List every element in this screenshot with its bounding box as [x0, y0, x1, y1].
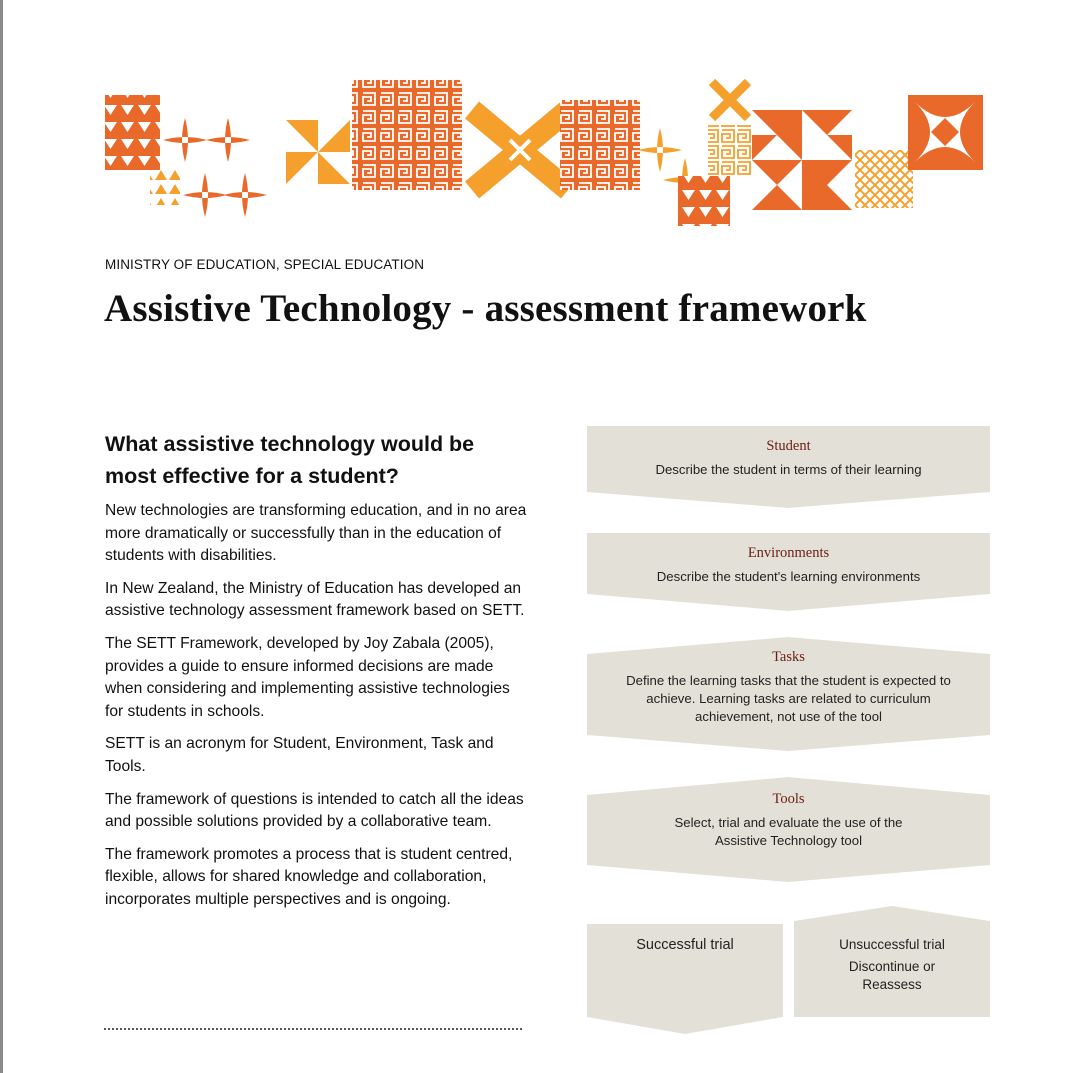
step-description: Define the learning tasks that the student is expected to achieve. Learning tasks are related to curriculum achievement, not use of the tool [626, 673, 951, 724]
step-title: Student [766, 438, 811, 454]
successful-trial-label: Successful trial [636, 937, 734, 953]
intro-paragraph: In New Zealand, the Ministry of Education has developed an assistive technology assessment framework based on SETT. [105, 579, 525, 620]
environments-step [587, 545, 990, 586]
step-description: Describe the student in terms of their learning [655, 462, 922, 477]
intro-heading: What assistive technology would be most effective for a student? [105, 432, 475, 488]
intro-paragraph: New technologies are transforming education, and in no area more dramatically or successfully than in the education of students with disabilities. [105, 502, 527, 565]
step-title: Tasks [772, 649, 805, 665]
step-title: Environments [747, 545, 830, 561]
intro-paragraph: The SETT Framework, developed by Joy Zabala (2005), provides a guide to ensure informed decisions are made when considering and implementing assistive technologies for students in schools. [105, 634, 510, 720]
page-title: Assistive Technology - assessment framework [104, 287, 867, 330]
unsuccessful-trial-label: Unsuccessful trial [839, 937, 945, 952]
step-description: Select, trial and evaluate the use of the Assistive Technology tool [674, 815, 903, 848]
organisation-label: MINISTRY OF EDUCATION, SPECIAL EDUCATION [105, 257, 425, 272]
tasks-step [612, 649, 965, 726]
student-step [587, 438, 990, 479]
step-title: Tools [772, 791, 805, 807]
intro-paragraph: SETT is an acronym for Student, Environment, Task and Tools. [105, 735, 494, 775]
intro-paragraph: The framework of questions is intended to catch all the ideas and possible solutions provided by a collaborative team. [105, 790, 524, 831]
tools-step [652, 791, 925, 850]
successful-trial [587, 937, 783, 953]
unsuccessful-trial-action: Discontinue or Reassess [848, 959, 936, 992]
intro-paragraph: The framework promotes a process that is student centred, flexible, allows for shared knowledge and collaboration, incorporates multiple perspectives and is ongoing. [105, 845, 513, 908]
unsuccessful-trial [794, 937, 990, 994]
step-description: Describe the student's learning environments [656, 569, 921, 584]
